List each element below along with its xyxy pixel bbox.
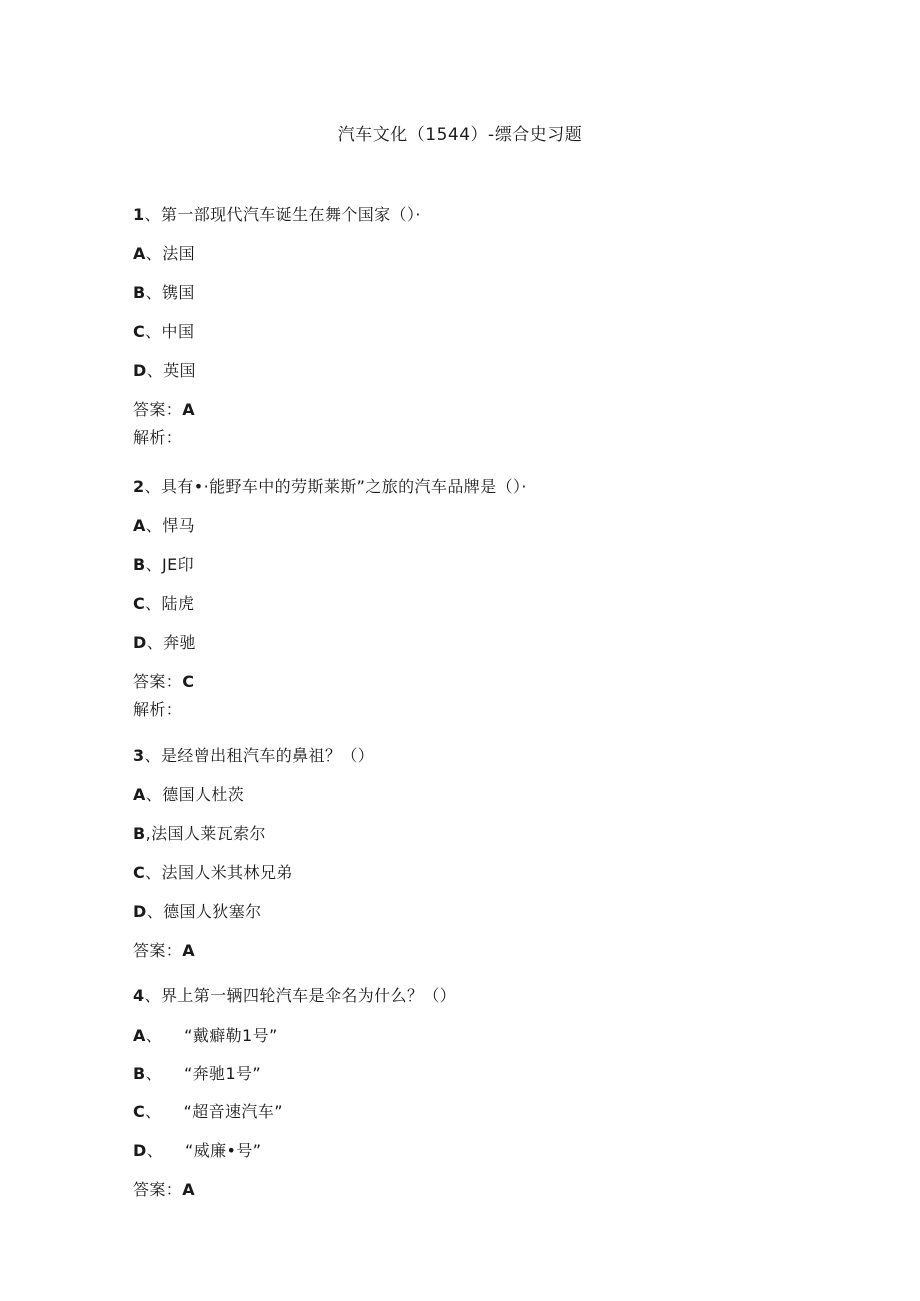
question-2-stem [133, 476, 527, 498]
option-letter: D [133, 361, 147, 380]
question-2-option-a [133, 515, 195, 537]
question-1-stem [133, 204, 421, 226]
question-4-option-a [133, 1025, 278, 1047]
answer-value: A [182, 400, 195, 419]
question-text: 、是经曾出租汽车的鼻祖？（） [144, 746, 375, 765]
question-number: 3 [133, 746, 145, 765]
option-letter: C [133, 322, 146, 341]
answer-label: 答案： [133, 941, 183, 960]
question-number: 1 [133, 205, 145, 224]
option-letter: D [133, 902, 147, 921]
option-text: 、英国 [146, 361, 196, 380]
question-1-option-d [133, 360, 196, 382]
option-text: 、镌国 [145, 283, 195, 302]
option-letter: D [133, 1141, 147, 1160]
option-letter: C [133, 863, 146, 882]
option-letter: A [133, 516, 146, 535]
option-text: 、 “戴癖勒1号” [145, 1026, 278, 1045]
question-3-answer [133, 940, 195, 962]
question-text: 、第一部现代汽车诞生在舞个国家（）· [144, 205, 421, 224]
option-text: 、法国人米其林兄弟 [145, 863, 293, 882]
question-1-option-b [133, 282, 195, 304]
answer-label: 答案： [133, 1180, 183, 1199]
question-3-option-b [133, 823, 266, 845]
question-4-stem [133, 985, 456, 1007]
question-4-option-b [133, 1063, 261, 1085]
question-4-answer [133, 1179, 195, 1201]
question-2-option-c [133, 593, 194, 615]
question-2-option-b [133, 554, 194, 576]
question-2-option-d [133, 632, 196, 654]
option-text: 、 “超音速汽车” [145, 1102, 283, 1121]
question-2-answer [133, 671, 194, 693]
option-letter: B [133, 555, 146, 574]
option-text: 、 “威廉•号” [146, 1141, 262, 1160]
option-letter: A [133, 1026, 146, 1045]
question-4-option-c [133, 1101, 283, 1123]
question-text: 、界上第一辆四轮汽车是伞名为什么？（） [144, 986, 457, 1005]
option-text: 、法国 [145, 244, 195, 263]
option-letter: A [133, 785, 146, 804]
option-text: 、陆虎 [145, 594, 195, 613]
question-number: 2 [133, 477, 145, 496]
option-text: 、JE印 [145, 555, 195, 574]
answer-value: A [182, 941, 195, 960]
answer-value: C [182, 672, 195, 691]
question-1-option-c [133, 321, 194, 343]
question-number: 4 [133, 986, 145, 1005]
question-2-analysis: 解析： [133, 700, 183, 719]
option-text: 、德国人狄塞尔 [146, 902, 262, 921]
question-3-option-a [133, 784, 244, 806]
question-1-analysis: 解析： [133, 428, 183, 447]
question-3-option-d [133, 901, 262, 923]
document-title: 汽车文化（1544）-缥合史习题 [337, 125, 583, 145]
question-3-stem [133, 745, 374, 767]
answer-value: A [182, 1180, 195, 1199]
option-letter: C [133, 1102, 146, 1121]
question-text: 、具有•·能野车中的劳斯莱斯”之旅的汽车品牌是（）· [144, 477, 527, 496]
option-text: ,法国人莱瓦索尔 [145, 824, 266, 843]
option-text: 、悍马 [145, 516, 195, 535]
answer-label: 答案： [133, 400, 183, 419]
option-text: 、中国 [145, 322, 195, 341]
option-text: 、德国人杜茨 [145, 785, 245, 804]
question-3-option-c [133, 862, 293, 884]
option-letter: B [133, 283, 146, 302]
option-text: 、奔驰 [146, 633, 196, 652]
question-4-option-d [133, 1140, 261, 1162]
question-1-answer [133, 399, 195, 421]
option-letter: D [133, 633, 147, 652]
option-letter: B [133, 1064, 146, 1083]
option-letter: A [133, 244, 146, 263]
option-letter: B [133, 824, 146, 843]
option-letter: C [133, 594, 146, 613]
option-text: 、 “奔驰1号” [145, 1064, 262, 1083]
question-1-option-a [133, 243, 195, 265]
answer-label: 答案： [133, 672, 183, 691]
